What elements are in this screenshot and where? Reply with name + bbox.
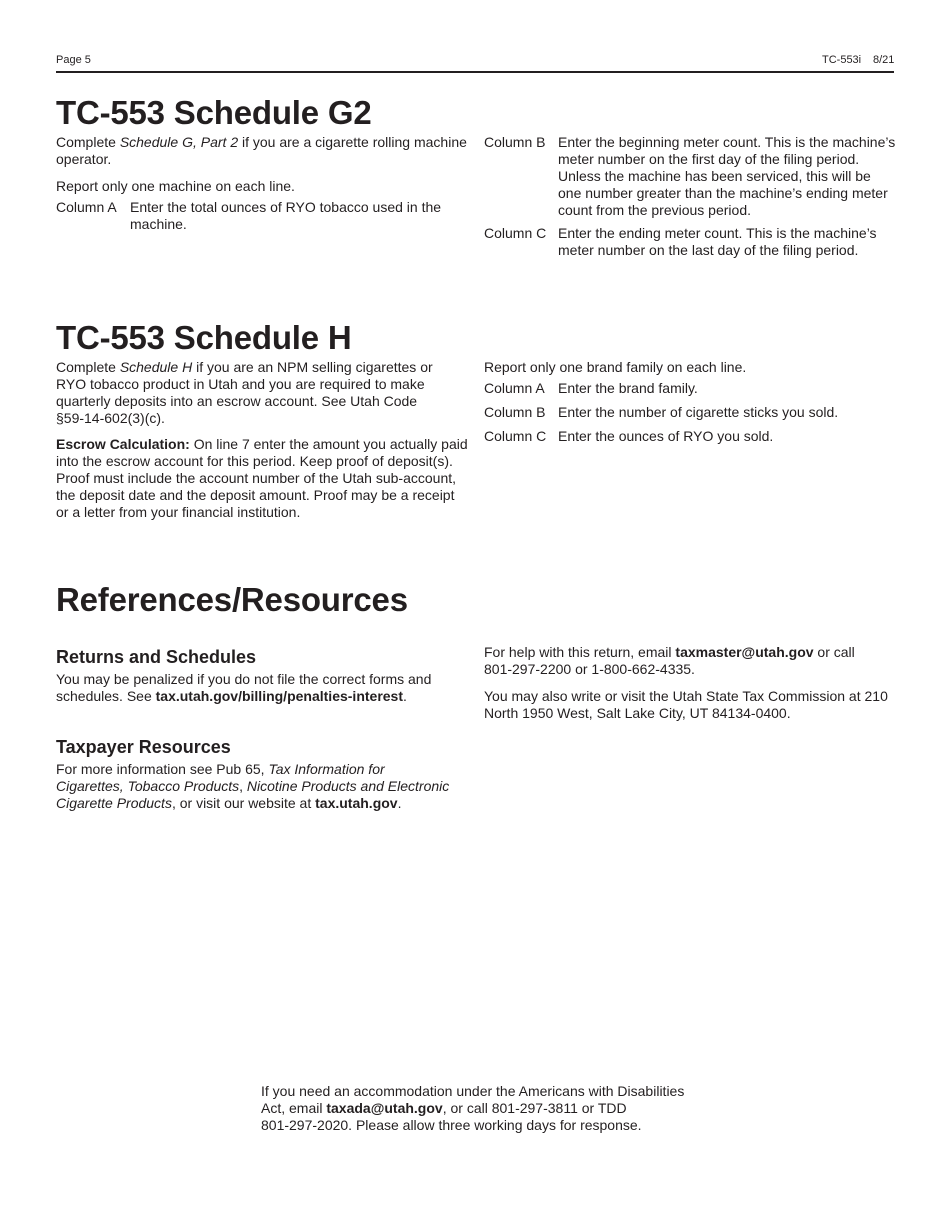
column-description: Enter the brand family. — [558, 380, 698, 396]
schedule-h-intro-emphasis: Schedule H — [119, 359, 193, 375]
schedule-g2-report-note: Report only one machine on each line. — [56, 178, 295, 194]
column-description: Enter the ounces of RYO you sold. — [558, 428, 774, 444]
pub-65-title: Tax Information for Cigarettes, Tobacco Products — [56, 761, 385, 794]
column-description: Enter the total ounces of RYO tobacco used in the machine. — [130, 199, 442, 232]
returns-schedules-heading: Returns and Schedules — [56, 647, 257, 667]
accessibility-notice: If you need an accommodation under the Americans with Disabilities Act, email taxada@utah.gov, or call 801-297-3811 or TDD 801-297-2020. Please allow three working days for response. — [261, 1083, 685, 1133]
schedule-h-report-note: Report only one brand family on each line. — [484, 359, 747, 375]
penalties-link[interactable]: tax.utah.gov/billing/penalties-interest — [155, 688, 403, 704]
pub-65-title-continued: Nicotine Products and Electronic Cigarette Products — [56, 778, 450, 811]
schedule-g2-intro: Complete Schedule G, Part 2 if you are a cigarette rolling machine operator. — [56, 134, 467, 167]
taxpayer-resources-heading: Taxpayer Resources — [56, 737, 231, 757]
schedule-g2-column-a — [56, 199, 446, 233]
column-label: Column C — [484, 225, 547, 241]
taxpayer-resources-text: For more information see Pub 65, Tax Information for Cigarettes, Tobacco Products, Nicotine Products and Electronic Cigarette Products, or visit our website at tax.utah.gov. — [56, 761, 450, 811]
website-link[interactable]: tax.utah.gov — [315, 795, 398, 811]
schedule-h-column-b — [484, 404, 899, 421]
page-number: Page 5 — [56, 54, 91, 66]
schedule-h-column-a — [484, 380, 899, 397]
help-contact-text: For help with this return, email taxmaster@utah.gov or call 801-297-2200 or 1-800-662-4335. — [484, 644, 855, 677]
schedule-g2-column-c — [484, 225, 896, 259]
schedule-h-intro: Complete Schedule H if you are an NPM selling cigarettes or RYO tobacco product in Utah and you are required to make quarterly deposits into an escrow account. See Utah Code §59-14-602(3)(c). — [56, 359, 433, 426]
schedule-g2-title: TC-553 Schedule G2 — [56, 94, 372, 131]
column-label: Column A — [484, 380, 545, 396]
form-number: TC-553i — [822, 54, 862, 66]
column-description: Enter the ending meter count. This is the machine’s meter number on the last day of the filing period. — [558, 225, 877, 258]
column-label: Column B — [484, 134, 546, 150]
returns-schedules-text: You may be penalized if you do not file the correct forms and schedules. See tax.utah.gov/billing/penalties-interest. — [56, 671, 432, 704]
column-description: Enter the number of cigarette sticks you sold. — [558, 404, 839, 420]
column-label: Column A — [56, 199, 117, 215]
header-rule — [56, 71, 894, 73]
taxmaster-email-link[interactable]: taxmaster@utah.gov — [675, 644, 814, 660]
escrow-calculation: Escrow Calculation: On line 7 enter the amount you actually paid into the escrow account for this period. Keep proof of deposit(s). Proof must include the account number of the Utah sub-account, the deposit date and the deposit amount. Proof may be a receipt or a letter from your financial institution. — [56, 436, 468, 520]
schedule-g2-intro-emphasis: Schedule G, Part 2 — [119, 134, 239, 150]
taxada-email-link[interactable]: taxada@utah.gov — [326, 1100, 443, 1116]
column-label: Column C — [484, 428, 547, 444]
escrow-calculation-label: Escrow Calculation: — [56, 436, 190, 452]
references-title: References/Resources — [56, 581, 408, 618]
form-date: 8/21 — [873, 54, 895, 66]
schedule-g2-column-b — [484, 134, 896, 219]
column-label: Column B — [484, 404, 546, 420]
column-description: Enter the beginning meter count. This is the machine’s meter number on the first day of the filing period. Unless the machine has been serviced, this will be one number greater than the machine’s ending meter count from the previous period. — [558, 134, 896, 218]
schedule-h-title: TC-553 Schedule H — [56, 319, 352, 356]
visit-address-text: You may also write or visit the Utah State Tax Commission at 210 North 1950 West, Salt Lake City, UT 84134-0400. — [484, 688, 888, 721]
schedule-h-column-c — [484, 428, 899, 445]
